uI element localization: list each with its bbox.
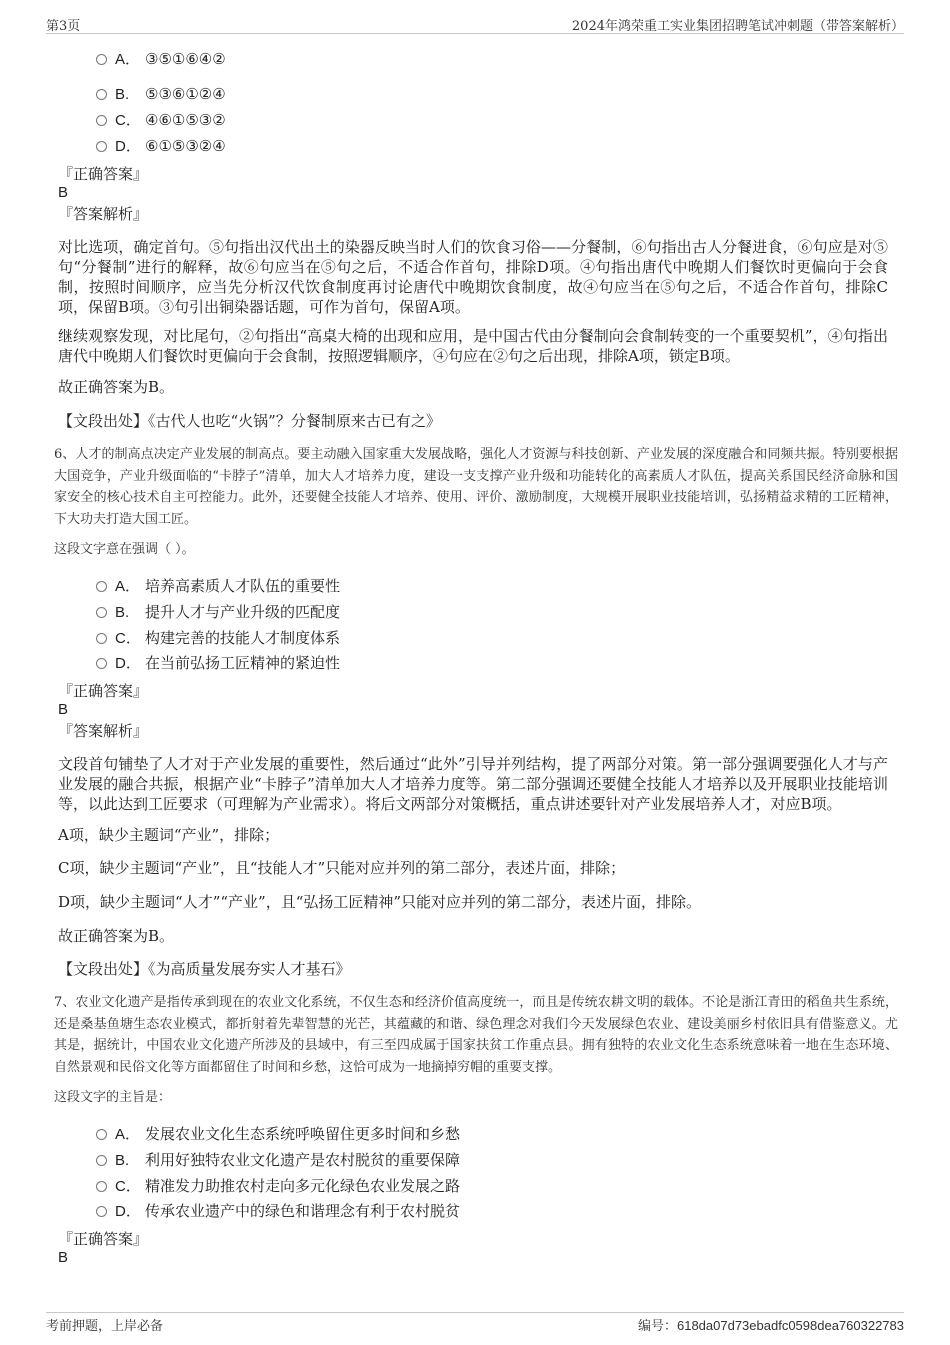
q6-option-a[interactable]: A． 培养高素质人才队伍的重要性 bbox=[96, 576, 340, 597]
footer-slogan: 考前押题，上岸必备 bbox=[46, 1319, 164, 1334]
radio-icon[interactable] bbox=[96, 141, 107, 152]
q5-answer: B bbox=[58, 184, 69, 201]
page-header bbox=[46, 13, 904, 34]
q6-answer: B bbox=[58, 701, 69, 718]
q5-option-a[interactable]: A． ③⑤①⑥④② bbox=[96, 49, 226, 70]
q6-analysis-para: A项，缺少主题词“产业”，排除； bbox=[58, 826, 280, 844]
q6-analysis-para: C项，缺少主题词“产业”，且“技能人才”只能对应并列的第二部分，表述片面，排除； bbox=[58, 859, 626, 877]
page-footer bbox=[46, 1312, 904, 1335]
q5-analysis-para: 继续观察发现，对比尾句，②句指出“高桌大椅的出现和应用，是中国古代由分餐制向会食制转变的一个重要契机”，④句指出唐代中晚期人们餐饮时更偏向于会食制，按照逻辑顺序，④句应在②句之后出现，排除A项，锁定B项。 bbox=[58, 327, 888, 365]
q7-option-d[interactable]: D． 传承农业遗产中的绿色和谐理念有利于农村脱贫 bbox=[96, 1201, 460, 1222]
q6-source: 【文段出处】《为高质量发展夯实人才基石》 bbox=[58, 960, 351, 978]
q7-option-c[interactable]: C． 精准发力助推农村走向多元化绿色农业发展之路 bbox=[96, 1176, 460, 1197]
radio-icon[interactable] bbox=[96, 658, 107, 669]
q6-analysis-para: 文段首句铺垫了人才对于产业发展的重要性，然后通过“此外”引导并列结构，提了两部分对策。第一部分强调要强化人才与产业发展的融合共振，根据产业“卡脖子”清单加大人才培养力度等。第二部分强调还要健全技能人才培养以及开展职业技能培训等，以此达到工匠要求（可理解为产业需求）。将后文两部分对策概括，重点讲述要针对产业发展培养人才，对应B项。 bbox=[58, 755, 888, 813]
radio-icon[interactable] bbox=[96, 1155, 107, 1166]
q7-question: 这段文字的主旨是： bbox=[54, 1090, 172, 1105]
q5-option-c[interactable]: C． ④⑥①⑤③② bbox=[96, 110, 226, 131]
page-number: 第3页 bbox=[46, 19, 81, 34]
q6-option-b[interactable]: B. 提升人才与产业升级的匹配度 bbox=[96, 602, 340, 623]
q6-conclusion: 故正确答案为B。 bbox=[58, 927, 175, 945]
q6-analysis-para: D项，缺少主题词“人才”“产业”，且“弘扬工匠精神”只能对应并列的第二部分，表述片面，排除。 bbox=[58, 893, 702, 911]
q6-answer-label: 『正确答案』 bbox=[58, 682, 149, 700]
q6-stem: 6、人才的制高点决定产业发展的制高点。要主动融入国家重大发展战略，强化人才资源与科技创新、产业发展的深度融合和同频共振。特别要根据大国竞争，产业升级面临的“卡脖子”清单，加大人才培养力度，建设一支支撑产业升级和功能转化的高素质人才队伍，提高关系国民经济命脉和国家安全的核心技术自主可控能力。此外，还要健全技能人才培养、使用、评价、激励制度，大规模开展职业技能培训，弘扬精益求精的工匠精神，下大功夫打造大国工匠。 bbox=[54, 447, 898, 527]
q6-analysis-label: 『答案解析』 bbox=[58, 722, 149, 740]
radio-icon[interactable] bbox=[96, 1206, 107, 1217]
q5-answer-label: 『正确答案』 bbox=[58, 165, 149, 183]
radio-icon[interactable] bbox=[96, 1129, 107, 1140]
radio-icon[interactable] bbox=[96, 607, 107, 618]
q5-option-d[interactable]: D． ⑥①⑤③②④ bbox=[96, 136, 226, 157]
q7-stem: 7、农业文化遗产是指传承到现在的农业文化系统，不仅生态和经济价值高度统一，而且是传统农耕文明的载体。不论是浙江青田的稻鱼共生系统，还是桑基鱼塘生态农业模式，都折射着先辈智慧的光芒，其蕴藏的和谐、绿色理念对我们今天发展绿色农业、建设美丽乡村依旧具有借鉴意义。尤其是，据统计，中国农业文化遗产所涉及的县域中，有三至四成属于国家扶贫工作重点县。拥有独特的农业文化生态系统意味着一地在生态环境、自然景观和民俗文化等方面都留住了时间和乡愁，这恰可成为一地摘掉穷帽的重要支撑。 bbox=[54, 995, 898, 1075]
radio-icon[interactable] bbox=[96, 89, 107, 100]
document-title: 2024年鸿荣重工实业集团招聘笔试冲刺题（带答案解析） bbox=[571, 19, 904, 34]
radio-icon[interactable] bbox=[96, 633, 107, 644]
q6-option-d[interactable]: D． 在当前弘扬工匠精神的紧迫性 bbox=[96, 653, 340, 674]
q7-option-b[interactable]: B. 利用好独特农业文化遗产是农村脱贫的重要保障 bbox=[96, 1150, 460, 1171]
q7-answer-label: 『正确答案』 bbox=[58, 1230, 149, 1248]
q5-analysis-label: 『答案解析』 bbox=[58, 205, 149, 223]
document-id: 编号：618da07d73ebadfc0598dea760322783 bbox=[637, 1318, 904, 1333]
radio-icon[interactable] bbox=[96, 54, 107, 65]
q6-question: 这段文字意在强调（ ）。 bbox=[54, 542, 195, 557]
q5-option-b[interactable]: B. ⑤③⑥①②④ bbox=[96, 84, 226, 105]
q5-analysis-para: 对比选项，确定首句。⑤句指出汉代出土的染器反映当时人们的饮食习俗——分餐制，⑥句指出古人分餐进食，⑥句应是对⑤句“分餐制”进行的解释，故⑥句应当在⑤句之后，不适合作首句，排除D项。④句指出唐代中晚期人们餐饮时更偏向于会食制，按照时间顺序，应当先分析汉代饮食制度再讨论唐代中晚期饮食制度，故④句应当在⑤句之后，不适合作首句，排除C项，保留B项。③句引出铜染器话题，可作为首句，保留A项。 bbox=[58, 238, 888, 316]
q7-option-a[interactable]: A． 发展农业文化生态系统呼唤留住更多时间和乡愁 bbox=[96, 1124, 460, 1145]
radio-icon[interactable] bbox=[96, 115, 107, 126]
q7-answer: B bbox=[58, 1249, 69, 1266]
radio-icon[interactable] bbox=[96, 581, 107, 592]
q5-source: 【文段出处】《古代人也吃“火锅”？分餐制原来古已有之》 bbox=[58, 412, 441, 430]
q6-option-c[interactable]: C． 构建完善的技能人才制度体系 bbox=[96, 628, 340, 649]
radio-icon[interactable] bbox=[96, 1181, 107, 1192]
q5-conclusion: 故正确答案为B。 bbox=[58, 378, 175, 396]
